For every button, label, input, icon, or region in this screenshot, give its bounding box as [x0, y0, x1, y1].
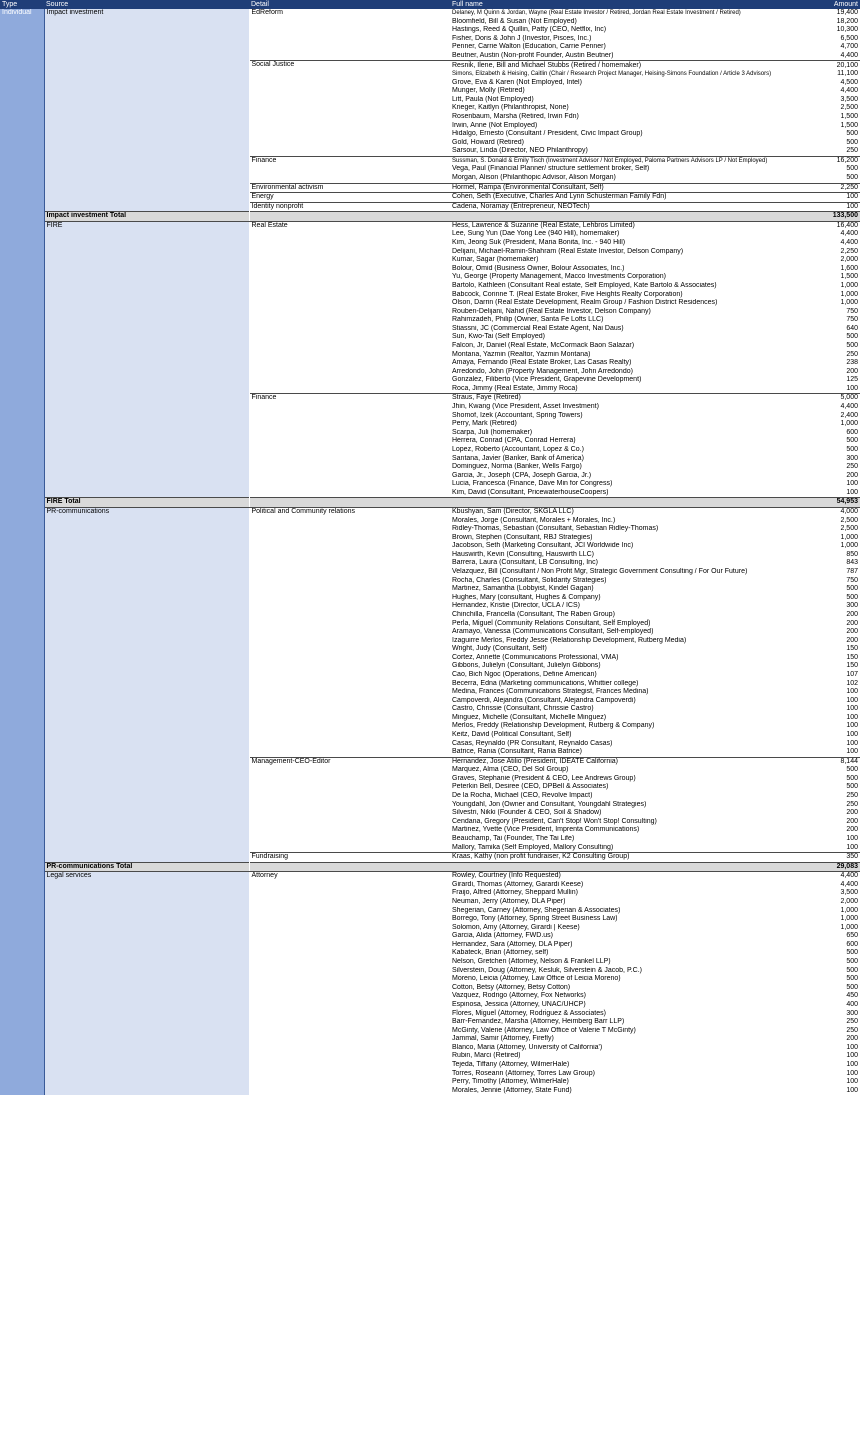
amount-cell: 500: [818, 766, 860, 775]
full-name-cell: Litt, Paula (Not Employed): [450, 96, 818, 105]
amount-cell: 2,500: [818, 104, 860, 113]
detail-cell: EdReform: [249, 9, 450, 61]
amount-cell: 1,000: [818, 291, 860, 300]
amount-cell: 100: [818, 835, 860, 844]
group-total-spacer: [249, 862, 450, 872]
full-name-cell: Gibbons, Julielyn (Consultant, Julielyn Gibbons): [450, 662, 818, 671]
amount-cell: 100: [818, 705, 860, 714]
amount-cell: 2,400: [818, 412, 860, 421]
amount-cell: 100: [818, 740, 860, 749]
full-name-cell: Rubin, Marci (Retired): [450, 1052, 818, 1061]
amount-cell: 238: [818, 359, 860, 368]
amount-cell: 100: [818, 202, 860, 212]
amount-cell: 4,400: [818, 52, 860, 61]
full-name-cell: Martinez, Samantha (Lobbyist, Kindel Gagan): [450, 585, 818, 594]
full-name-cell: Hormel, Rampa (Environmental Consultant, Self): [450, 183, 818, 193]
table-body: [0, 9, 860, 1095]
detail-cell: Energy: [249, 193, 450, 203]
amount-cell: 500: [818, 594, 860, 603]
amount-cell: 16,200: [818, 156, 860, 165]
full-name-cell: Minguez, Michelle (Consultant, Michelle Minguez): [450, 714, 818, 723]
amount-cell: 11,100: [818, 70, 860, 79]
full-name-cell: Perla, Miguel (Community Relations Consultant, Self Employed): [450, 619, 818, 628]
full-name-cell: Irwin, Anne (Not Employed): [450, 122, 818, 131]
full-name-cell: Aramayo, Vanessa (Communications Consultant, Self-employed): [450, 628, 818, 637]
full-name-cell: Batrice, Rania (Consultant, Rania Batrice): [450, 748, 818, 757]
detail-cell: Attorney: [249, 872, 450, 1096]
amount-cell: 100: [818, 1070, 860, 1079]
detail-cell: Environmental activism: [249, 183, 450, 193]
source-cell: FIRE: [44, 221, 249, 498]
group-total-spacer: [249, 498, 450, 508]
full-name-cell: Kraas, Kathy (non profit fundraiser, K2 Consulting Group): [450, 853, 818, 863]
full-name-cell: Medina, Frances (Communications Strategist, Frances Medina): [450, 688, 818, 697]
amount-cell: 750: [818, 308, 860, 317]
detail-cell: Social Justice: [249, 61, 450, 156]
amount-cell: 8,144: [818, 757, 860, 766]
full-name-cell: Shegerian, Carney (Attorney, Shegerian & Associates): [450, 907, 818, 916]
amount-cell: 350: [818, 853, 860, 863]
amount-cell: 600: [818, 429, 860, 438]
amount-cell: 500: [818, 174, 860, 183]
full-name-cell: Resnik, Ilene, Bill and Michael Stubbs (Retired / homemaker): [450, 61, 818, 70]
amount-cell: 250: [818, 351, 860, 360]
detail-cell: Real Estate: [249, 221, 450, 394]
amount-cell: 1,600: [818, 265, 860, 274]
full-name-cell: Olson, Darrin (Real Estate Development, Realm Group / Fashion District Residences): [450, 299, 818, 308]
amount-cell: 100: [818, 1061, 860, 1070]
amount-cell: 100: [818, 697, 860, 706]
group-total-spacer: [450, 862, 818, 872]
full-name-cell: Gold, Howard (Retired): [450, 139, 818, 148]
full-name-cell: Cortez, Annette (Communications Professional, VMA): [450, 654, 818, 663]
group-total-row: [0, 498, 860, 508]
full-name-cell: Morales, Jennie (Attorney, State Fund): [450, 1087, 818, 1096]
detail-cell: Fundraising: [249, 853, 450, 863]
full-name-cell: Mallory, Tamika (Self Employed, Mallory Consulting): [450, 844, 818, 853]
full-name-cell: Simons, Elizabeth & Heising, Caitlin (Chair / Research Project Manager, Heising-Simons Foundation / Article 3 Advisors): [450, 70, 818, 79]
full-name-cell: Espinosa, Jessica (Attorney, UNAC/UHCP): [450, 1001, 818, 1010]
amount-cell: 19,400: [818, 9, 860, 18]
amount-cell: 4,400: [818, 872, 860, 881]
amount-cell: 500: [818, 446, 860, 455]
full-name-cell: Scarpa, Juli (homemaker): [450, 429, 818, 438]
amount-cell: 4,000: [818, 507, 860, 516]
full-name-cell: Silverstein, Doug (Attorney, Kesluk, Silverstein & Jacob, P.C.): [450, 967, 818, 976]
full-name-cell: Solomon, Amy (Attorney, Girardi | Keese): [450, 924, 818, 933]
amount-cell: 1,000: [818, 299, 860, 308]
full-name-cell: McGinty, Valerie (Attorney, Law Office of Valerie T McGinty): [450, 1027, 818, 1036]
amount-cell: 100: [818, 193, 860, 203]
amount-cell: 500: [818, 958, 860, 967]
amount-cell: 250: [818, 801, 860, 810]
detail-cell: Political and Community relations: [249, 507, 450, 757]
full-name-cell: Beutner, Austin (Non-profit Founder, Austin Beutner): [450, 52, 818, 61]
amount-cell: 1,000: [818, 924, 860, 933]
full-name-cell: Silvestri, Nikki (Founder & CEO, Soil & Shadow): [450, 809, 818, 818]
full-name-cell: Neuman, Jerry (Attorney, DLA Piper): [450, 898, 818, 907]
full-name-cell: Graves, Stephanie (President & CEO, Lee Andrews Group): [450, 775, 818, 784]
full-name-cell: Lee, Sung Yun (Dae Yong Lee (940 Hill), homemaker): [450, 230, 818, 239]
detail-cell: Identity nonprofit: [249, 202, 450, 212]
header-amount[interactable]: Amount: [818, 0, 860, 9]
full-name-cell: Bartolo, Kathleen (Consultant Real estate, Self Employed, Kate Bartolo & Associates): [450, 282, 818, 291]
source-cell: Impact investment: [44, 9, 249, 212]
amount-cell: 1,000: [818, 534, 860, 543]
amount-cell: 107: [818, 671, 860, 680]
amount-cell: 100: [818, 385, 860, 394]
group-total-spacer: [450, 498, 818, 508]
full-name-cell: Castro, Chrissie (Consultant, Chrissie Castro): [450, 705, 818, 714]
full-name-cell: Cendana, Gregory (President, Can't Stop! Won't Stop! Consulting): [450, 818, 818, 827]
group-total-label: Impact investment Total: [44, 212, 249, 222]
amount-cell: 4,500: [818, 79, 860, 88]
amount-cell: 250: [818, 1027, 860, 1036]
full-name-cell: Perry, Timothy (Attorney, WilmerHale): [450, 1078, 818, 1087]
full-name-cell: Moreno, Leicia (Attorney, Law Office of Leicia Moreno): [450, 975, 818, 984]
amount-cell: 500: [818, 775, 860, 784]
amount-cell: 5,000: [818, 394, 860, 403]
full-name-cell: Kbushyan, Sam (Director, SKGLA LLC): [450, 507, 818, 516]
amount-cell: 1,000: [818, 542, 860, 551]
amount-cell: 200: [818, 472, 860, 481]
amount-cell: 100: [818, 1052, 860, 1061]
amount-cell: 2,250: [818, 183, 860, 193]
amount-cell: 640: [818, 325, 860, 334]
amount-cell: 100: [818, 1078, 860, 1087]
amount-cell: 4,400: [818, 403, 860, 412]
table-row: [0, 507, 860, 516]
amount-cell: 500: [818, 949, 860, 958]
amount-cell: 250: [818, 792, 860, 801]
amount-cell: 3,500: [818, 889, 860, 898]
amount-cell: 250: [818, 463, 860, 472]
amount-cell: 200: [818, 809, 860, 818]
header-full-name[interactable]: Full name: [450, 0, 818, 9]
full-name-cell: Falcon, Jr, Daniel (Real Estate, McCormack Baon Salazar): [450, 342, 818, 351]
amount-cell: 200: [818, 826, 860, 835]
amount-cell: 100: [818, 844, 860, 853]
amount-cell: 1,500: [818, 122, 860, 131]
amount-cell: 4,700: [818, 43, 860, 52]
group-total-row: [0, 862, 860, 872]
full-name-cell: Marquez, Alma (CEO, Del Sol Group): [450, 766, 818, 775]
full-name-cell: Hess, Lawrence & Suzanne (Real Estate, Lehbros Limited): [450, 221, 818, 230]
amount-cell: 500: [818, 437, 860, 446]
full-name-cell: Cao, Bich Ngoc (Operations, Define American): [450, 671, 818, 680]
amount-cell: 500: [818, 139, 860, 148]
full-name-cell: Amaya, Fernando (Real Estate Broker, Las Casas Realty): [450, 359, 818, 368]
amount-cell: 300: [818, 602, 860, 611]
amount-cell: 100: [818, 489, 860, 498]
amount-cell: 4,400: [818, 881, 860, 890]
full-name-cell: Fraijo, Alfred (Attorney, Sheppard Mullin): [450, 889, 818, 898]
full-name-cell: Rowley, Courtney (Info Requested): [450, 872, 818, 881]
full-name-cell: Casas, Reynaldo (PR Consultant, Reynaldo Casas): [450, 740, 818, 749]
full-name-cell: Stiassni, JC (Commercial Real Estate Agent, Nai Daus): [450, 325, 818, 334]
full-name-cell: Girardi, Thomas (Attorney, Garardi Keese): [450, 881, 818, 890]
full-name-cell: Tejeda, Tiffany (Attorney, WilmerHale): [450, 1061, 818, 1070]
group-total-spacer: [249, 212, 450, 222]
group-total-amount: 29,083: [818, 862, 860, 872]
amount-cell: 10,300: [818, 26, 860, 35]
amount-cell: 500: [818, 342, 860, 351]
amount-cell: 100: [818, 731, 860, 740]
full-name-cell: Montana, Yazmin (Realtor, Yazmin Montana): [450, 351, 818, 360]
full-name-cell: Grove, Eva & Karen (Not Employed, Intel): [450, 79, 818, 88]
amount-cell: 150: [818, 662, 860, 671]
amount-cell: 850: [818, 551, 860, 560]
amount-cell: 250: [818, 147, 860, 156]
group-total-row: [0, 212, 860, 222]
full-name-cell: Garcia, Jr., Joseph (CPA, Joseph Garcia, Jr.): [450, 472, 818, 481]
amount-cell: 650: [818, 932, 860, 941]
amount-cell: 100: [818, 722, 860, 731]
amount-cell: 1,500: [818, 113, 860, 122]
full-name-cell: Becerra, Edna (Marketing communications, Whittier college): [450, 680, 818, 689]
full-name-cell: Cohen, Seth (Executive, Charles And Lynn Schusterman Family Fdn): [450, 193, 818, 203]
full-name-cell: Santana, Javier (Banker, Bank of America): [450, 454, 818, 463]
header-row: [0, 0, 860, 9]
full-name-cell: Martinez, Yvette (Vice President, Imprenta Communications): [450, 826, 818, 835]
full-name-cell: Hastings, Reed & Quillin, Patty (CEO, Netflix, Inc): [450, 26, 818, 35]
amount-cell: 4,400: [818, 230, 860, 239]
full-name-cell: Flores, Miguel (Attorney, Rodriguez & Associates): [450, 1009, 818, 1018]
amount-cell: 300: [818, 454, 860, 463]
amount-cell: 6,500: [818, 35, 860, 44]
full-name-cell: Sussman, S. Donald & Emily Tisch (Investment Advisor / Not Employed, Paloma Partners Advisors LP / Not Employed): [450, 156, 818, 165]
amount-cell: 2,500: [818, 517, 860, 526]
full-name-cell: Shomof, Izek (Accountant, Spring Towers): [450, 412, 818, 421]
full-name-cell: Straus, Faye (Retired): [450, 394, 818, 403]
full-name-cell: Roca, Jimmy (Real Estate, Jimmy Roca): [450, 385, 818, 394]
full-name-cell: Borrego, Tony (Attorney, Spring Street Business Law): [450, 915, 818, 924]
amount-cell: 200: [818, 619, 860, 628]
full-name-cell: Sarsour, Linda (Director, NEO Philanthropy): [450, 147, 818, 156]
amount-cell: 2,250: [818, 248, 860, 257]
full-name-cell: Yu, George (Property Management, Macco Investments Corporation): [450, 273, 818, 282]
amount-cell: 100: [818, 480, 860, 489]
type-cell: Individual: [0, 9, 44, 1095]
full-name-cell: Youngdahl, Jon (Owner and Consultant, Youngdahl Strategies): [450, 801, 818, 810]
full-name-cell: Cadena, Noramay (Entrepreneur, NEOTech): [450, 202, 818, 212]
full-name-cell: Kim, David (Consultant, PricewaterhouseCoopers): [450, 489, 818, 498]
amount-cell: 750: [818, 577, 860, 586]
full-name-cell: Munger, Molly (Retired): [450, 87, 818, 96]
group-total-label: FIRE Total: [44, 498, 249, 508]
table-row: [0, 221, 860, 230]
group-total-spacer: [450, 212, 818, 222]
amount-cell: 1,000: [818, 907, 860, 916]
amount-cell: 250: [818, 1018, 860, 1027]
full-name-cell: Barr-Fernandez, Marsha (Attorney, Heimberg Barr LLP): [450, 1018, 818, 1027]
full-name-cell: Garcia, Alida (Attorney, FWD.us): [450, 932, 818, 941]
full-name-cell: De la Rocha, Michael (CEO, Revolve Impact): [450, 792, 818, 801]
amount-cell: 500: [818, 783, 860, 792]
amount-cell: 787: [818, 568, 860, 577]
amount-cell: 4,400: [818, 87, 860, 96]
amount-cell: 750: [818, 316, 860, 325]
amount-cell: 200: [818, 368, 860, 377]
full-name-cell: Rouben-Delijani, Nahid (Real Estate Investor, Delson Company): [450, 308, 818, 317]
amount-cell: 1,000: [818, 915, 860, 924]
amount-cell: 16,400: [818, 221, 860, 230]
amount-cell: 125: [818, 376, 860, 385]
amount-cell: 300: [818, 1009, 860, 1018]
full-name-cell: Sun, Kwo-Tai (Self Employed): [450, 333, 818, 342]
amount-cell: 2,500: [818, 525, 860, 534]
amount-cell: 2,000: [818, 256, 860, 265]
full-name-cell: Hauswirth, Kevin (Consulting, Hauswirth LLC): [450, 551, 818, 560]
amount-cell: 200: [818, 1035, 860, 1044]
full-name-cell: Herrera, Conrad (CPA, Conrad Herrera): [450, 437, 818, 446]
full-name-cell: Peterkin Bell, Desiree (CEO, DPBell & Associates): [450, 783, 818, 792]
amount-cell: 600: [818, 941, 860, 950]
full-name-cell: Rocha, Charles (Consultant, Solidarity Strategies): [450, 577, 818, 586]
full-name-cell: Campoverdi, Alejandra (Consultant, Alejandra Campoverdi): [450, 697, 818, 706]
full-name-cell: Kumar, Sagar (homemaker): [450, 256, 818, 265]
amount-cell: 500: [818, 975, 860, 984]
amount-cell: 500: [818, 585, 860, 594]
full-name-cell: Ridley-Thomas, Sebastian (Consultant, Sebastian Ridley-Thomas): [450, 525, 818, 534]
full-name-cell: Fisher, Doris & John J (Investor, Pisces, Inc.): [450, 35, 818, 44]
full-name-cell: Morales, Jorge (Consultant, Morales + Morales, Inc.): [450, 517, 818, 526]
amount-cell: 200: [818, 637, 860, 646]
full-name-cell: Lucia, Francesca (Finance, Dave Min for Congress): [450, 480, 818, 489]
full-name-cell: Torres, Roseann (Attorney, Torres Law Group): [450, 1070, 818, 1079]
full-name-cell: Bloomfield, Bill & Susan (Not Employed): [450, 18, 818, 27]
amount-cell: 1,000: [818, 420, 860, 429]
table-row: [0, 872, 860, 881]
amount-cell: 100: [818, 1087, 860, 1096]
full-name-cell: Gonzalez, Filiberto (Vice President, Grapevine Development): [450, 376, 818, 385]
source-cell: Legal services: [44, 872, 249, 1096]
amount-cell: 18,200: [818, 18, 860, 27]
amount-cell: 2,000: [818, 898, 860, 907]
header-detail[interactable]: Detail: [249, 0, 450, 9]
full-name-cell: Delijani, Michael-Ramin-Shahram (Real Estate Investor, Delson Company): [450, 248, 818, 257]
amount-cell: 500: [818, 984, 860, 993]
amount-cell: 200: [818, 611, 860, 620]
full-name-cell: Jammal, Samir (Attorney, Firefly): [450, 1035, 818, 1044]
full-name-cell: Rahimzadeh, Philip (Owner, Santa Fe Lofts LLC): [450, 316, 818, 325]
full-name-cell: Delaney, M Quinn & Jordan, Wayne (Real Estate Investor / Retired, Jordan Real Estate Investment / Retired): [450, 9, 818, 18]
full-name-cell: Babcock, Corinne T. (Real Estate Broker, Five Heights Realty Corporation): [450, 291, 818, 300]
full-name-cell: Jhin, Kwang (Vice President, Asset Investment): [450, 403, 818, 412]
full-name-cell: Vazquez, Rodrigo (Attorney, Fox Networks): [450, 992, 818, 1001]
amount-cell: 3,500: [818, 96, 860, 105]
amount-cell: 100: [818, 748, 860, 757]
amount-cell: 200: [818, 628, 860, 637]
full-name-cell: Merlos, Freddy (Relationship Development, Rutberg & Company): [450, 722, 818, 731]
full-name-cell: Beauchamp, Tai (Founder, The Tai Life): [450, 835, 818, 844]
full-name-cell: Izaguirre Merlos, Freddy Jesse (Relationship Development, Rutberg Media): [450, 637, 818, 646]
amount-cell: 400: [818, 1001, 860, 1010]
full-name-cell: Hernandez, Kristie (Director, UCLA / ICS): [450, 602, 818, 611]
full-name-cell: Bolour, Omid (Business Owner, Bolour Associates, Inc.): [450, 265, 818, 274]
full-name-cell: Brown, Stephen (Consultant, RBJ Strategies): [450, 534, 818, 543]
amount-cell: 1,500: [818, 273, 860, 282]
group-total-label: PR-communications Total: [44, 862, 249, 872]
full-name-cell: Jacobson, Seth (Marketing Consultant, JCI Worldwide Inc): [450, 542, 818, 551]
full-name-cell: Arredondo, John (Property Management, John Arredondo): [450, 368, 818, 377]
full-name-cell: Hernandez, Jose Atilio (President, IDEATE California): [450, 757, 818, 766]
full-name-cell: Chinchilla, Francella (Consultant, The Raben Group): [450, 611, 818, 620]
full-name-cell: Keitz, David (Political Consultant, Self): [450, 731, 818, 740]
amount-cell: 500: [818, 130, 860, 139]
full-name-cell: Krieger, Kaitlyn (Philanthropist, None): [450, 104, 818, 113]
header-source[interactable]: Source: [44, 0, 249, 9]
amount-cell: 150: [818, 645, 860, 654]
amount-cell: 100: [818, 688, 860, 697]
full-name-cell: Hughes, Mary (consultant, Hughes & Company): [450, 594, 818, 603]
amount-cell: 200: [818, 818, 860, 827]
full-name-cell: Perry, Mark (Retired): [450, 420, 818, 429]
full-name-cell: Barrera, Laura (Consultant, LB Consulting, Inc): [450, 559, 818, 568]
detail-cell: Finance: [249, 156, 450, 183]
amount-cell: 500: [818, 165, 860, 174]
amount-cell: 843: [818, 559, 860, 568]
full-name-cell: Blanco, Maria (Attorney, University of California'): [450, 1044, 818, 1053]
table-row: [0, 9, 860, 18]
full-name-cell: Lopez, Roberto (Accountant, Lopez & Co.): [450, 446, 818, 455]
amount-cell: 4,400: [818, 239, 860, 248]
full-name-cell: Hidalgo, Ernesto (Consultant / President, Civic Impact Group): [450, 130, 818, 139]
detail-cell: Management-CEO-Editor: [249, 757, 450, 852]
amount-cell: 20,100: [818, 61, 860, 70]
full-name-cell: Vega, Paul (Financial Planner/ structure settlement broker, Self): [450, 165, 818, 174]
full-name-cell: Velazquez, Bill (Consultant / Non Profit Mgr, Strategic Government Consulting / For Our Future): [450, 568, 818, 577]
full-name-cell: Rosenbaum, Marsha (Retired, Irwin Fdn): [450, 113, 818, 122]
detail-cell: Finance: [249, 394, 450, 498]
amount-cell: 1,000: [818, 282, 860, 291]
amount-cell: 100: [818, 714, 860, 723]
full-name-cell: Penner, Carrie Walton (Education, Carrie Penner): [450, 43, 818, 52]
full-name-cell: Hernandez, Sara (Attorney, DLA Piper): [450, 941, 818, 950]
group-total-amount: 133,500: [818, 212, 860, 222]
amount-cell: 450: [818, 992, 860, 1001]
full-name-cell: Cotton, Betsy (Attorney, Betsy Cotton): [450, 984, 818, 993]
amount-cell: 102: [818, 680, 860, 689]
full-name-cell: Morgan, Alison (Philanthopic Advisor, Alison Morgan): [450, 174, 818, 183]
full-name-cell: Wright, Judy (Consultant, Self): [450, 645, 818, 654]
source-cell: PR-communications: [44, 507, 249, 862]
full-name-cell: Dominguez, Norma (Banker, Wells Fargo): [450, 463, 818, 472]
full-name-cell: Nelson, Gretchen (Attorney, Nelson & Frankel LLP): [450, 958, 818, 967]
full-name-cell: Kim, Jeong Suk (President, Maria Bonita, Inc. - 940 Hill): [450, 239, 818, 248]
amount-cell: 500: [818, 967, 860, 976]
amount-cell: 100: [818, 1044, 860, 1053]
header-type[interactable]: Type: [0, 0, 44, 9]
group-total-amount: 54,953: [818, 498, 860, 508]
amount-cell: 150: [818, 654, 860, 663]
amount-cell: 500: [818, 333, 860, 342]
full-name-cell: Kabateck, Brian (Attorney, self): [450, 949, 818, 958]
